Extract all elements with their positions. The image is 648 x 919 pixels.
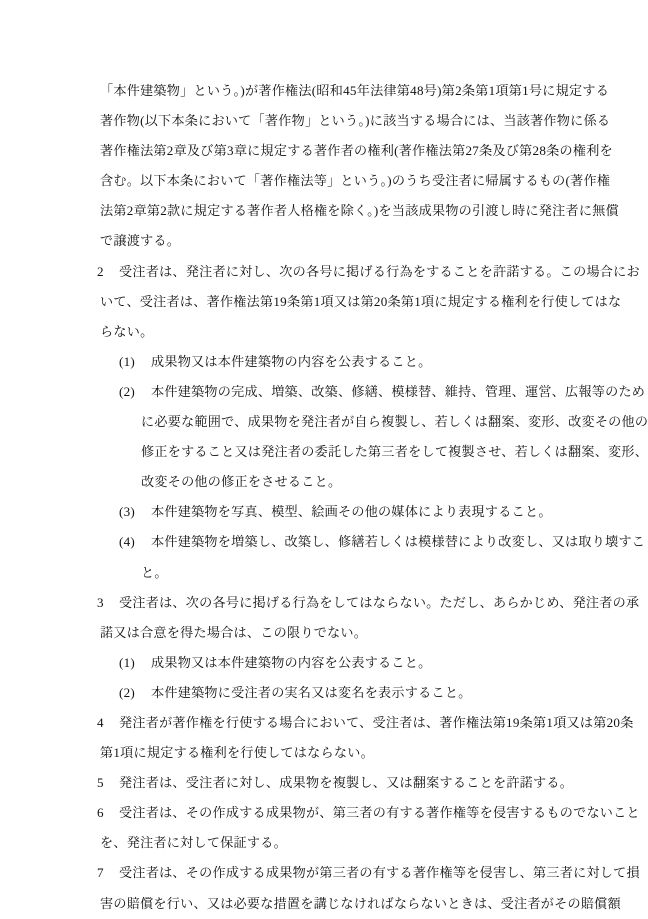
sub-clause-line	[97, 347, 538, 377]
text-line	[97, 106, 611, 136]
sub-clause-number: (2)	[119, 684, 136, 700]
line-text: 本件建築物を写真、模型、絵画その他の媒体により表現すること。	[151, 504, 552, 520]
line-text: を、発注者に対して保証する。	[100, 835, 287, 851]
line-text: 発注者は、受注者に対し、成果物を複製し、又は翻案することを許諾する。	[119, 775, 574, 791]
text-line	[97, 196, 619, 226]
line-text: 本件建築物を増築し、改築し、修繕若しくは模様替により改変し、又は取り壊すこ	[151, 534, 646, 550]
sub-clause-line	[97, 678, 538, 708]
text-line	[97, 618, 538, 648]
line-text: 受注者は、その作成する成果物が、第三者の有する著作権等を侵害するものでないこと	[119, 805, 640, 821]
text-line	[97, 136, 613, 166]
clause-line	[97, 708, 634, 738]
text-line	[97, 889, 621, 919]
sub-clause-number: (2)	[119, 383, 136, 399]
line-text: いて、受注者は、著作権法第19条第1項又は第20条第1項に規定する権利を行使してはな	[100, 293, 622, 309]
clause-number: 4	[97, 714, 104, 730]
text-line	[97, 76, 610, 106]
clause-number: 7	[97, 865, 104, 881]
sub-clause-line	[97, 377, 646, 407]
sub-clause-number: (3)	[119, 504, 136, 520]
line-text: 著作物(以下本条において「著作物」という。)に該当する場合には、当該著作物に係る	[100, 113, 611, 129]
clause-line	[97, 858, 640, 888]
line-text: 本件建築物の完成、増築、改築、修繕、模様替、維持、管理、運営、広報等のため	[151, 383, 646, 399]
sub-clause-line	[97, 527, 646, 557]
line-text: 受注者は、発注者に対し、次の各号に掲げる行為をすることを許諾する。この場合にお	[119, 263, 640, 279]
clause-line	[97, 588, 640, 618]
line-text: 受注者は、その作成する成果物が第三者の有する著作権等を侵害し、第三者に対して損	[119, 865, 640, 881]
text-line	[97, 738, 538, 768]
clause-line	[97, 768, 574, 798]
clause-line	[97, 798, 640, 828]
sub-clause-number: (1)	[119, 654, 136, 670]
text-line	[97, 437, 648, 467]
line-text: 諾又は合意を得た場合は、この限りでない。	[100, 624, 368, 640]
clause-number: 6	[97, 805, 104, 821]
line-text: と。	[141, 564, 168, 580]
line-text: 修正をすること又は発注者の委託した第三者をして複製させ、若しくは翻案、変形、	[141, 444, 648, 460]
line-text: で譲渡する。	[100, 233, 181, 249]
line-text: らない。	[100, 323, 154, 339]
line-text: 法第2章第2款に規定する著作者人格権を除く。)を当該成果物の引渡し時に発注者に無償	[100, 203, 619, 219]
line-text: 成果物又は本件建築物の内容を公表すること。	[151, 353, 432, 369]
clause-number: 5	[97, 775, 104, 791]
document-text-block	[97, 76, 648, 919]
line-text: 害の賠償を行い、又は必要な措置を講じなければならないときは、受注者がその賠償額	[100, 895, 621, 911]
line-text: 発注者が著作権を行使する場合において、受注者は、著作権法第19条第1項又は第20条	[119, 714, 634, 730]
sub-clause-number: (1)	[119, 353, 136, 369]
line-text: 第1項に規定する権利を行使してはならない。	[100, 745, 374, 761]
clause-line	[97, 257, 640, 287]
text-line	[97, 828, 538, 858]
text-line	[97, 287, 622, 317]
text-line	[97, 166, 611, 196]
line-text: 含む。以下本条において「著作権法等」という。)のうち受注者に帰属するもの(著作権	[100, 173, 611, 189]
text-line	[97, 558, 538, 588]
text-line	[97, 467, 538, 497]
line-text: 成果物又は本件建築物の内容を公表すること。	[151, 654, 432, 670]
line-text: に必要な範囲で、成果物を発注者が自ら複製し、若しくは翻案、変形、改変その他の	[141, 414, 648, 430]
line-text: 改変その他の修正をさせること。	[141, 474, 342, 490]
line-text: 本件建築物に受注者の実名又は変名を表示すること。	[151, 684, 472, 700]
clause-number: 3	[97, 594, 104, 610]
sub-clause-line	[97, 648, 538, 678]
line-text: 受注者は、次の各号に掲げる行為をしてはならない。ただし、あらかじめ、発注者の承	[119, 594, 640, 610]
sub-clause-number: (4)	[119, 534, 136, 550]
text-line	[97, 407, 648, 437]
text-line	[97, 317, 538, 347]
text-line	[97, 226, 538, 256]
clause-number: 2	[97, 263, 104, 279]
sub-clause-line	[97, 497, 552, 527]
line-text: 「本件建築物」という。)が著作権法(昭和45年法律第48号)第2条第1項第1号に規定する	[100, 83, 610, 98]
line-text: 著作権法第2章及び第3章に規定する著作者の権利(著作権法第27条及び第28条の権利を	[100, 143, 613, 159]
